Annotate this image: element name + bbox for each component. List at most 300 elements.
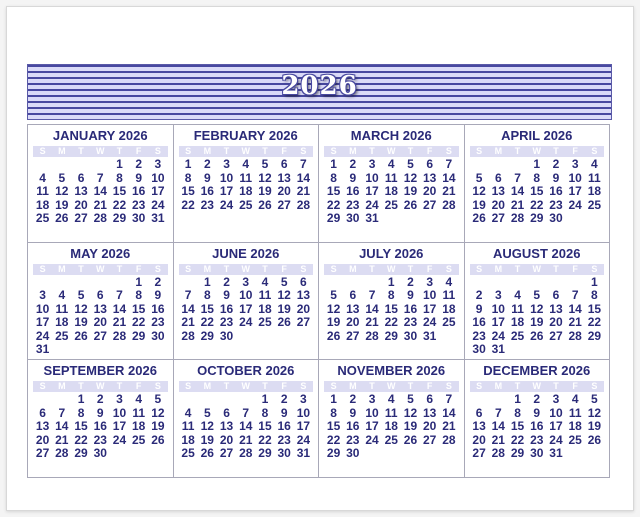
day-cell: 3 bbox=[116, 392, 123, 407]
day-cell: 3 bbox=[300, 392, 307, 407]
day-grid bbox=[33, 276, 168, 357]
day-cell: 12 bbox=[277, 288, 291, 303]
day-cell: 1 bbox=[116, 157, 123, 171]
day-cell: 21 bbox=[491, 432, 505, 447]
day-blank bbox=[52, 393, 71, 407]
day-cell: 15 bbox=[131, 301, 146, 316]
day-grid bbox=[179, 158, 314, 212]
weekday-label: M bbox=[58, 381, 66, 392]
day-cell: 24 bbox=[422, 315, 437, 330]
day-cell: 6 bbox=[426, 157, 434, 171]
weekday-label: F bbox=[426, 146, 433, 156]
month-title: FEBRUARY 2026 bbox=[193, 128, 298, 143]
day-cell: 24 bbox=[365, 197, 379, 212]
weekday-label: T bbox=[369, 263, 375, 274]
day-cell: 18 bbox=[384, 184, 398, 198]
day-blank bbox=[236, 393, 255, 407]
day-cell: 12 bbox=[200, 419, 214, 434]
months-grid bbox=[27, 124, 610, 478]
day-cell: 30 bbox=[403, 328, 418, 343]
month-panel bbox=[174, 243, 320, 361]
day-cell: 25 bbox=[239, 197, 253, 212]
day-cell: 31 bbox=[549, 446, 563, 461]
day-cell: 8 bbox=[533, 170, 541, 185]
day-cell: 4 bbox=[387, 392, 395, 407]
day-cell: 2 bbox=[475, 288, 483, 303]
weekday-label: M bbox=[349, 146, 357, 156]
day-cell: 16 bbox=[403, 301, 418, 316]
day-cell: 6 bbox=[494, 170, 502, 185]
day-cell: 15 bbox=[326, 184, 341, 198]
day-cell: 26 bbox=[200, 446, 214, 461]
day-cell: 3 bbox=[571, 157, 579, 171]
day-cell: 5 bbox=[407, 392, 414, 407]
day-cell: 19 bbox=[403, 419, 418, 434]
day-cell: 18 bbox=[35, 197, 50, 212]
day-cell: 24 bbox=[296, 432, 311, 447]
day-cell: 24 bbox=[219, 197, 234, 212]
weekday-label: W bbox=[241, 263, 250, 274]
day-cell: 29 bbox=[74, 446, 88, 461]
day-cell: 29 bbox=[131, 328, 146, 343]
day-cell: 7 bbox=[116, 288, 123, 303]
day-cell: 11 bbox=[181, 419, 195, 434]
weekday-label: M bbox=[58, 263, 66, 274]
day-cell: 25 bbox=[587, 197, 602, 212]
day-cell: 5 bbox=[203, 405, 211, 420]
day-cell: 10 bbox=[296, 405, 311, 420]
weekday-label: T bbox=[553, 381, 559, 392]
day-cell: 20 bbox=[549, 315, 563, 330]
day-cell: 19 bbox=[55, 197, 69, 212]
day-cell: 15 bbox=[74, 419, 88, 434]
weekday-label: M bbox=[203, 146, 212, 156]
day-cell: 17 bbox=[422, 301, 437, 316]
day-cell: 28 bbox=[510, 211, 525, 225]
day-cell: 2 bbox=[533, 392, 541, 407]
day-cell: 18 bbox=[384, 419, 398, 434]
day-grid bbox=[470, 393, 605, 461]
day-cell: 12 bbox=[403, 170, 418, 185]
day-cell: 13 bbox=[35, 419, 50, 434]
day-cell: 22 bbox=[326, 197, 341, 212]
weekday-label: S bbox=[445, 381, 452, 392]
day-cell: 17 bbox=[568, 184, 582, 198]
day-cell: 25 bbox=[384, 432, 398, 447]
day-cell: 27 bbox=[74, 211, 88, 225]
day-cell: 20 bbox=[472, 432, 486, 447]
day-cell: 21 bbox=[55, 432, 69, 447]
day-cell: 4 bbox=[242, 157, 250, 171]
day-cell: 8 bbox=[330, 170, 337, 185]
weekday-label: M bbox=[494, 146, 503, 156]
day-blank bbox=[343, 276, 362, 290]
weekday-label: T bbox=[116, 381, 123, 392]
day-cell: 16 bbox=[346, 184, 360, 198]
day-cell: 9 bbox=[96, 405, 104, 420]
day-cell: 5 bbox=[407, 157, 414, 171]
day-cell: 4 bbox=[58, 288, 66, 303]
day-cell: 13 bbox=[549, 301, 563, 316]
day-cell: 20 bbox=[422, 184, 437, 198]
day-blank bbox=[217, 393, 236, 407]
weekday-header-row bbox=[179, 264, 314, 275]
day-blank bbox=[546, 276, 565, 290]
day-cell: 13 bbox=[219, 419, 234, 434]
day-cell: 12 bbox=[258, 170, 272, 185]
day-cell: 17 bbox=[296, 419, 311, 434]
day-cell: 15 bbox=[326, 419, 341, 434]
day-cell: 3 bbox=[368, 392, 376, 407]
weekday-label: T bbox=[78, 381, 84, 392]
month-title: OCTOBER 2026 bbox=[197, 363, 295, 379]
day-cell: 4 bbox=[387, 157, 395, 171]
day-grid bbox=[324, 276, 459, 344]
weekday-label: M bbox=[494, 381, 503, 392]
day-cell: 4 bbox=[571, 392, 579, 407]
weekday-label: W bbox=[532, 263, 541, 274]
day-cell: 19 bbox=[587, 419, 602, 434]
day-cell: 10 bbox=[239, 288, 253, 303]
weekday-label: M bbox=[494, 263, 503, 274]
weekday-label: S bbox=[445, 146, 452, 156]
day-cell: 30 bbox=[277, 446, 291, 461]
day-cell: 9 bbox=[552, 170, 560, 185]
day-cell: 9 bbox=[135, 170, 143, 185]
weekday-label: S bbox=[300, 146, 307, 156]
day-cell: 7 bbox=[514, 170, 521, 185]
month-panel bbox=[319, 243, 465, 361]
day-cell: 28 bbox=[55, 446, 69, 461]
day-cell: 11 bbox=[384, 170, 398, 185]
day-cell: 7 bbox=[494, 405, 502, 420]
day-cell: 5 bbox=[154, 392, 162, 407]
day-cell: 26 bbox=[403, 432, 418, 447]
day-cell: 9 bbox=[154, 288, 162, 303]
day-cell: 17 bbox=[112, 419, 127, 434]
day-cell: 22 bbox=[200, 315, 214, 330]
day-cell: 21 bbox=[181, 315, 195, 330]
day-cell: 13 bbox=[422, 405, 437, 420]
day-cell: 28 bbox=[568, 328, 582, 343]
day-cell: 17 bbox=[365, 419, 379, 434]
day-cell: 15 bbox=[530, 184, 544, 198]
weekday-header-row bbox=[179, 381, 314, 392]
day-cell: 27 bbox=[346, 328, 360, 343]
day-cell: 16 bbox=[472, 315, 486, 330]
day-cell: 30 bbox=[131, 211, 146, 225]
day-cell: 22 bbox=[131, 315, 146, 330]
day-cell: 7 bbox=[242, 405, 250, 420]
day-cell: 12 bbox=[587, 405, 602, 420]
month-title: MAY 2026 bbox=[70, 245, 131, 261]
day-cell: 2 bbox=[552, 157, 560, 171]
weekday-label: T bbox=[223, 146, 230, 156]
day-blank bbox=[489, 393, 508, 407]
year-title: 2026 bbox=[281, 71, 358, 101]
weekday-label: W bbox=[532, 146, 541, 156]
day-cell: 16 bbox=[219, 301, 234, 316]
weekday-label: S bbox=[330, 263, 337, 274]
day-cell: 9 bbox=[280, 405, 288, 420]
day-cell: 18 bbox=[258, 301, 272, 316]
year-header-banner bbox=[27, 64, 612, 120]
day-cell: 30 bbox=[346, 211, 360, 225]
day-cell: 9 bbox=[203, 170, 211, 185]
day-cell: 10 bbox=[365, 170, 379, 185]
weekday-label: S bbox=[185, 146, 192, 156]
day-cell: 4 bbox=[514, 288, 521, 303]
weekday-label: T bbox=[407, 146, 414, 156]
day-cell: 13 bbox=[422, 170, 437, 185]
day-cell: 14 bbox=[510, 184, 525, 198]
day-cell: 25 bbox=[384, 197, 398, 212]
day-cell: 29 bbox=[326, 211, 341, 225]
weekday-label: T bbox=[78, 146, 84, 156]
day-cell: 21 bbox=[442, 184, 456, 198]
day-cell: 16 bbox=[346, 419, 360, 434]
day-cell: 2 bbox=[349, 392, 357, 407]
day-cell: 18 bbox=[510, 315, 525, 330]
day-cell: 2 bbox=[349, 157, 357, 171]
day-cell: 24 bbox=[549, 432, 563, 447]
day-cell: 25 bbox=[55, 328, 69, 343]
day-cell: 8 bbox=[184, 170, 192, 185]
weekday-header-row bbox=[33, 381, 168, 392]
day-cell: 28 bbox=[442, 197, 456, 212]
day-cell: 25 bbox=[258, 315, 272, 330]
day-cell: 5 bbox=[475, 170, 483, 185]
weekday-label: T bbox=[553, 146, 559, 156]
day-grid bbox=[179, 393, 314, 461]
day-cell: 18 bbox=[442, 301, 456, 316]
day-cell: 5 bbox=[77, 288, 85, 303]
day-blank bbox=[566, 276, 585, 290]
day-cell: 9 bbox=[223, 288, 230, 303]
day-cell: 28 bbox=[239, 446, 253, 461]
day-cell: 23 bbox=[549, 197, 563, 212]
day-blank bbox=[470, 158, 489, 172]
weekday-label: T bbox=[369, 381, 375, 392]
day-cell: 23 bbox=[530, 432, 544, 447]
day-blank bbox=[527, 276, 546, 290]
day-cell: 21 bbox=[296, 184, 311, 198]
day-cell: 3 bbox=[368, 157, 376, 171]
day-cell: 8 bbox=[591, 288, 598, 303]
weekday-label: W bbox=[95, 146, 105, 156]
day-cell: 12 bbox=[530, 301, 544, 316]
day-cell: 10 bbox=[151, 170, 165, 185]
day-cell: 6 bbox=[96, 288, 104, 303]
weekday-label: S bbox=[476, 381, 483, 392]
day-cell: 27 bbox=[219, 446, 234, 461]
weekday-label: S bbox=[591, 263, 598, 274]
weekday-label: S bbox=[154, 381, 161, 392]
day-cell: 16 bbox=[93, 419, 107, 434]
day-cell: 11 bbox=[511, 301, 524, 316]
day-cell: 29 bbox=[587, 328, 602, 343]
month-panel bbox=[174, 360, 320, 478]
day-cell: 26 bbox=[403, 197, 418, 212]
day-cell: 3 bbox=[242, 274, 250, 289]
day-blank bbox=[508, 158, 527, 172]
day-cell: 5 bbox=[58, 170, 66, 185]
day-cell: 30 bbox=[151, 328, 165, 343]
day-cell: 25 bbox=[35, 211, 50, 225]
day-cell: 5 bbox=[591, 392, 598, 407]
day-cell: 3 bbox=[552, 392, 560, 407]
day-cell: 31 bbox=[422, 328, 437, 343]
weekday-label: T bbox=[407, 263, 414, 274]
month-panel bbox=[465, 243, 611, 361]
day-cell: 8 bbox=[261, 405, 269, 420]
day-cell: 17 bbox=[549, 419, 563, 434]
day-cell: 29 bbox=[112, 211, 127, 225]
day-cell: 5 bbox=[330, 288, 337, 303]
day-cell: 12 bbox=[326, 301, 341, 316]
day-cell: 28 bbox=[296, 197, 311, 212]
day-cell: 20 bbox=[35, 432, 50, 447]
weekday-label: S bbox=[39, 146, 46, 156]
day-cell: 17 bbox=[151, 184, 165, 198]
day-cell: 11 bbox=[588, 170, 601, 185]
weekday-label: S bbox=[476, 146, 483, 156]
weekday-label: T bbox=[223, 381, 230, 392]
day-cell: 29 bbox=[530, 211, 544, 225]
weekday-label: W bbox=[386, 146, 396, 156]
weekday-header-row bbox=[470, 381, 605, 392]
day-cell: 1 bbox=[184, 157, 192, 171]
day-cell: 7 bbox=[368, 288, 376, 303]
day-cell: 6 bbox=[426, 392, 434, 407]
day-cell: 24 bbox=[151, 197, 165, 212]
weekday-label: W bbox=[95, 381, 105, 392]
day-cell: 20 bbox=[219, 432, 234, 447]
day-cell: 16 bbox=[549, 184, 563, 198]
day-cell: 14 bbox=[296, 170, 311, 185]
day-blank bbox=[489, 158, 508, 172]
month-panel bbox=[319, 125, 465, 243]
day-cell: 9 bbox=[475, 301, 483, 316]
day-cell: 1 bbox=[77, 392, 85, 407]
weekday-label: S bbox=[300, 263, 307, 274]
day-cell: 19 bbox=[326, 315, 341, 330]
day-cell: 1 bbox=[261, 392, 269, 407]
day-cell: 1 bbox=[387, 274, 395, 289]
weekday-header-row bbox=[324, 264, 459, 275]
day-cell: 15 bbox=[510, 419, 525, 434]
day-cell: 13 bbox=[93, 301, 107, 316]
day-cell: 3 bbox=[426, 274, 434, 289]
weekday-label: T bbox=[223, 263, 230, 274]
day-cell: 11 bbox=[36, 184, 49, 198]
day-cell: 8 bbox=[330, 405, 337, 420]
day-cell: 15 bbox=[384, 301, 398, 316]
day-cell: 25 bbox=[510, 328, 525, 343]
weekday-label: T bbox=[369, 146, 375, 156]
day-cell: 7 bbox=[571, 288, 579, 303]
day-cell: 6 bbox=[349, 288, 357, 303]
month-title: DECEMBER 2026 bbox=[483, 363, 591, 379]
day-cell: 7 bbox=[96, 170, 104, 185]
weekday-header-row bbox=[470, 264, 605, 275]
day-cell: 6 bbox=[77, 170, 85, 185]
month-title: JUNE 2026 bbox=[212, 245, 280, 261]
day-cell: 3 bbox=[494, 288, 502, 303]
day-cell: 22 bbox=[112, 197, 127, 212]
weekday-label: W bbox=[386, 263, 396, 274]
day-cell: 26 bbox=[472, 211, 486, 225]
day-cell: 11 bbox=[442, 288, 456, 303]
day-cell: 24 bbox=[35, 328, 50, 343]
day-blank bbox=[91, 276, 110, 290]
day-cell: 31 bbox=[35, 342, 50, 357]
weekday-label: F bbox=[426, 263, 433, 274]
weekday-label: T bbox=[514, 263, 521, 274]
month-title: SEPTEMBER 2026 bbox=[43, 363, 157, 379]
day-cell: 12 bbox=[151, 405, 165, 420]
day-cell: 3 bbox=[223, 157, 230, 171]
day-cell: 31 bbox=[296, 446, 311, 461]
day-cell: 16 bbox=[131, 184, 146, 198]
weekday-label: T bbox=[553, 263, 559, 274]
weekday-label: S bbox=[330, 146, 337, 156]
day-cell: 25 bbox=[568, 432, 582, 447]
day-cell: 26 bbox=[587, 432, 602, 447]
day-cell: 18 bbox=[181, 432, 195, 447]
weekday-label: W bbox=[241, 146, 250, 156]
day-cell: 11 bbox=[568, 405, 582, 420]
month-panel bbox=[28, 360, 174, 478]
day-cell: 31 bbox=[151, 211, 165, 225]
day-cell: 7 bbox=[300, 157, 307, 171]
day-cell: 9 bbox=[533, 405, 541, 420]
day-cell: 1 bbox=[330, 392, 337, 407]
month-title: AUGUST 2026 bbox=[493, 245, 581, 261]
day-blank bbox=[71, 276, 90, 290]
day-cell: 13 bbox=[472, 419, 486, 434]
day-cell: 22 bbox=[530, 197, 544, 212]
day-blank bbox=[324, 276, 343, 290]
day-cell: 9 bbox=[349, 170, 357, 185]
weekday-label: T bbox=[262, 263, 268, 274]
day-cell: 20 bbox=[296, 301, 311, 316]
day-cell: 10 bbox=[422, 288, 437, 303]
day-cell: 22 bbox=[74, 432, 88, 447]
day-cell: 11 bbox=[55, 301, 69, 316]
day-cell: 19 bbox=[472, 197, 486, 212]
day-cell: 4 bbox=[261, 274, 269, 289]
day-cell: 9 bbox=[407, 288, 414, 303]
day-cell: 28 bbox=[365, 328, 379, 343]
weekday-label: M bbox=[58, 146, 66, 156]
day-cell: 8 bbox=[135, 288, 143, 303]
day-cell: 15 bbox=[181, 184, 195, 198]
weekday-label: T bbox=[262, 381, 268, 392]
weekday-header-row bbox=[179, 146, 314, 157]
day-cell: 19 bbox=[200, 432, 214, 447]
day-cell: 24 bbox=[239, 315, 253, 330]
day-cell: 21 bbox=[510, 197, 525, 212]
day-cell: 29 bbox=[510, 446, 525, 461]
month-panel bbox=[465, 360, 611, 478]
day-cell: 30 bbox=[549, 211, 563, 225]
weekday-label: T bbox=[116, 263, 123, 274]
day-cell: 6 bbox=[223, 405, 230, 420]
day-cell: 30 bbox=[93, 446, 107, 461]
header-stripes bbox=[28, 65, 611, 119]
day-cell: 7 bbox=[184, 288, 192, 303]
